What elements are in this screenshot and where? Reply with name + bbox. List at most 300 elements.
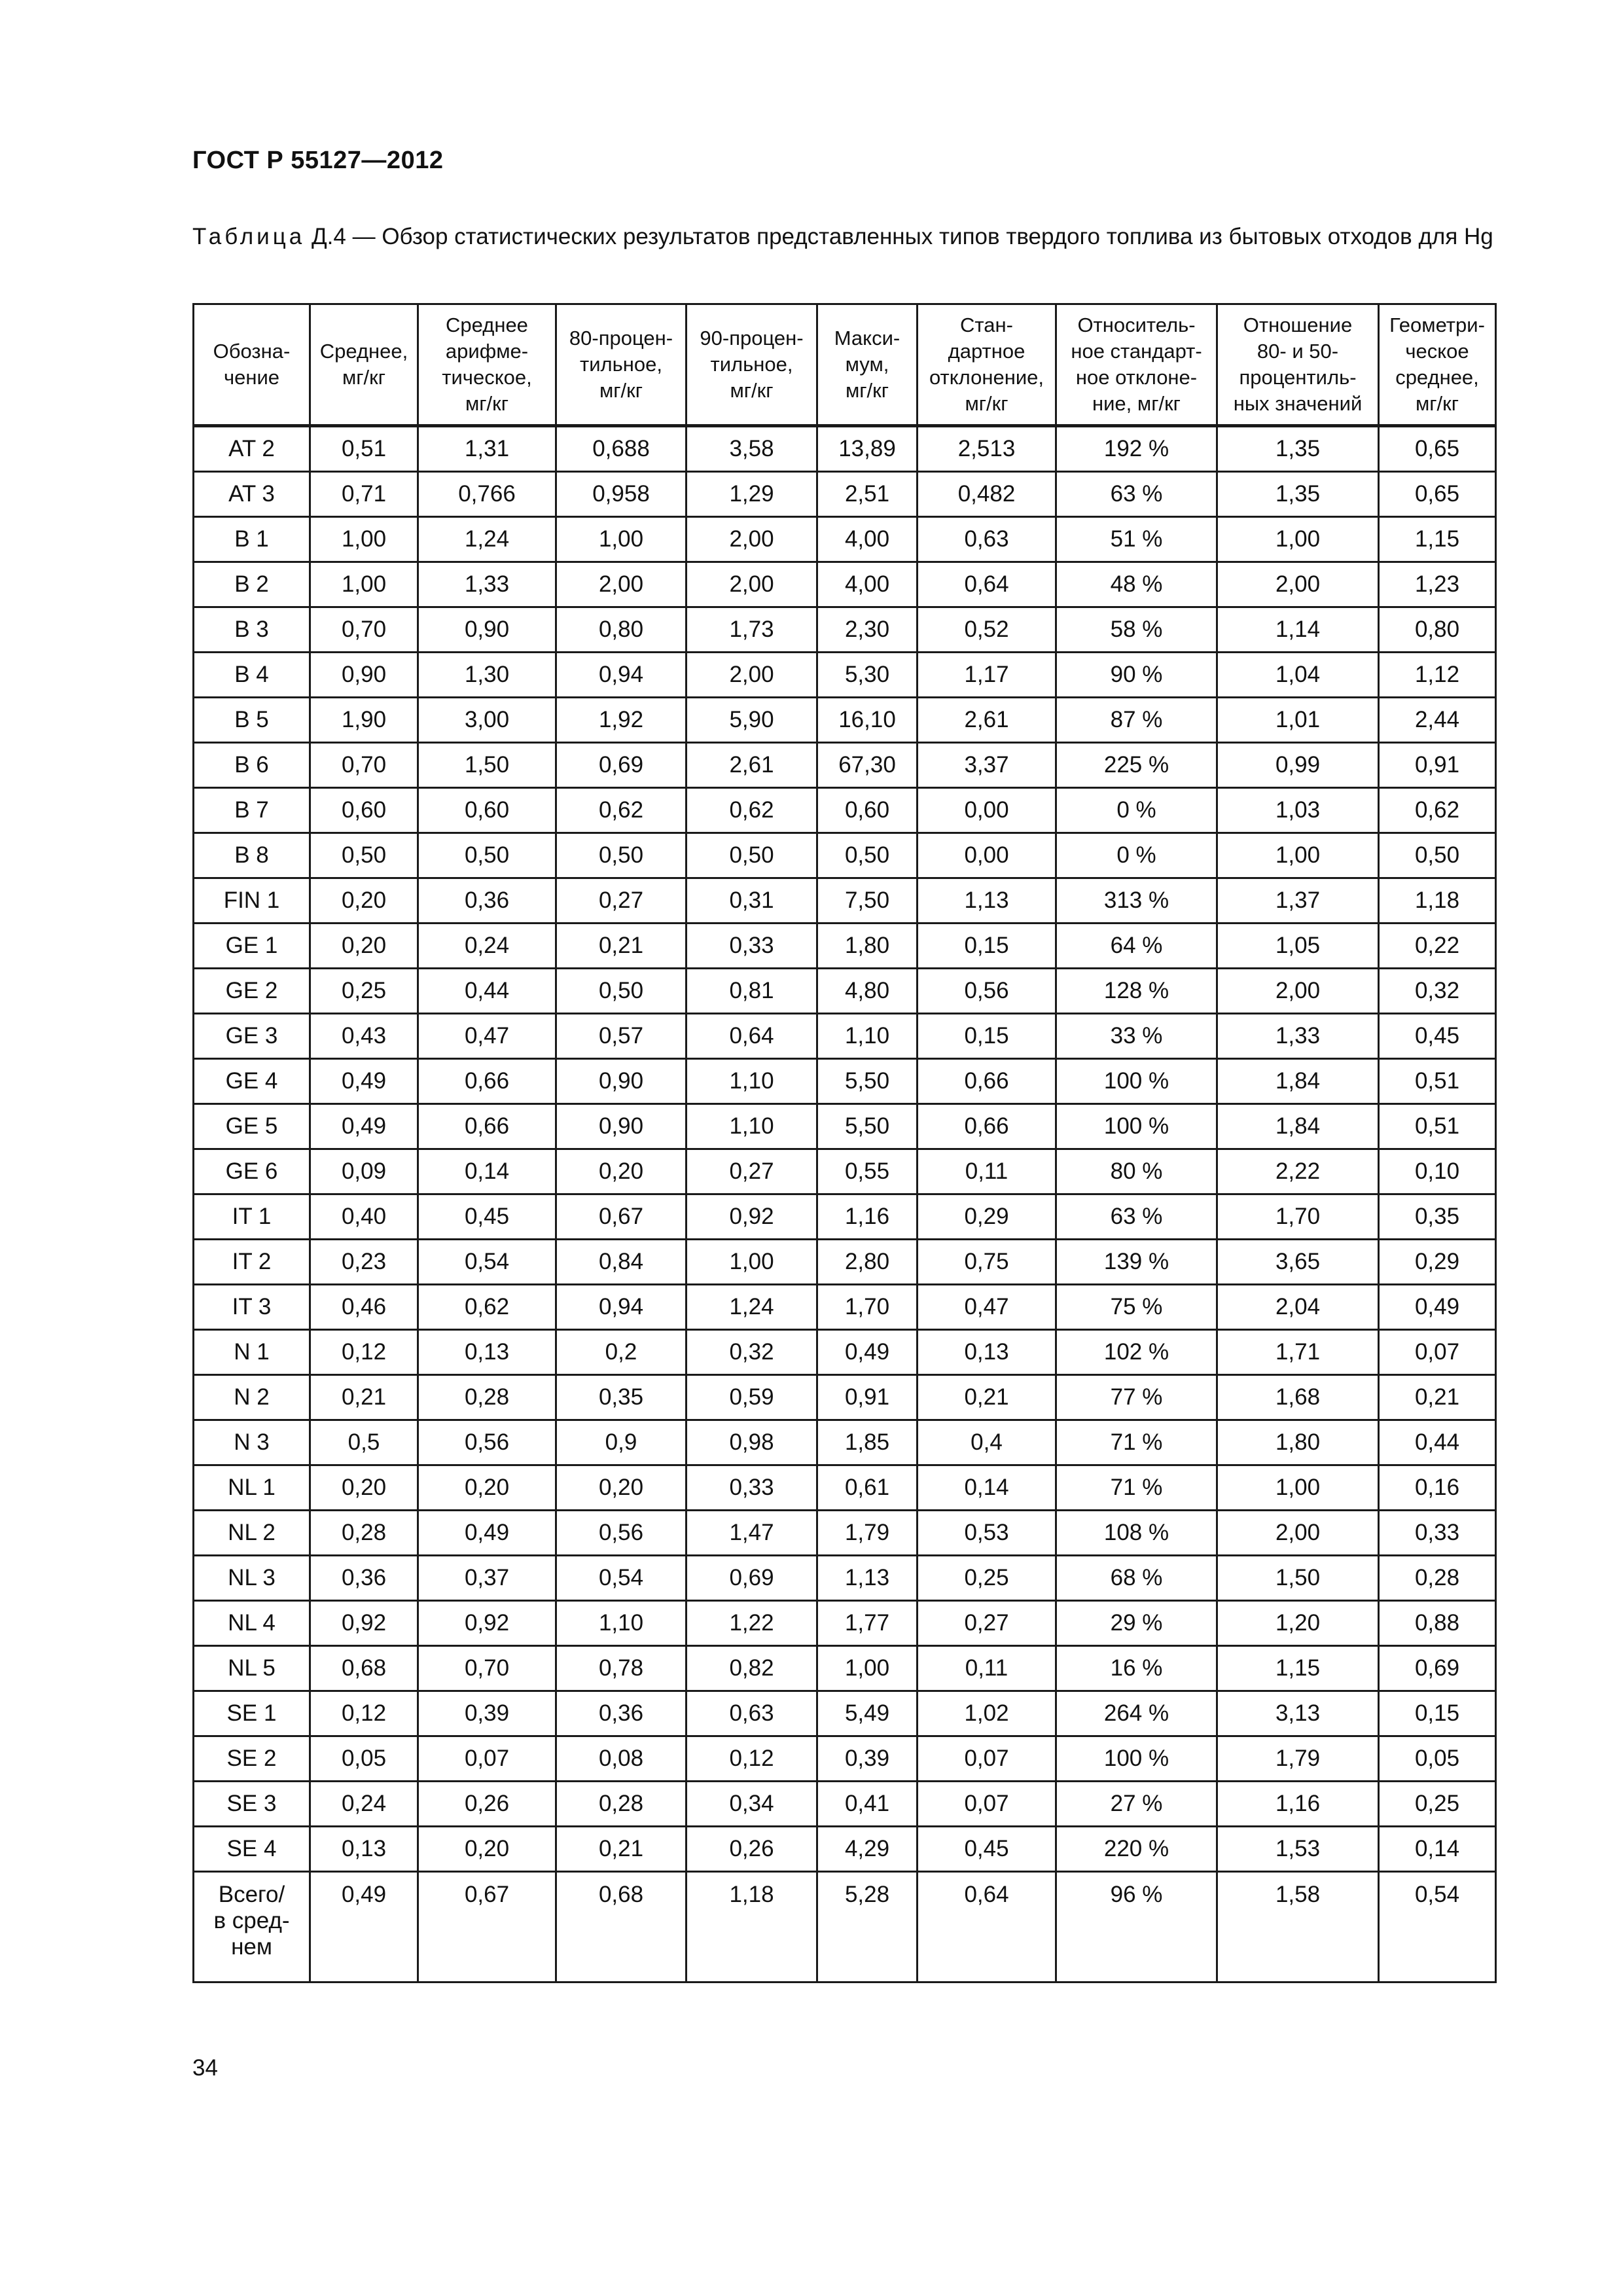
table-cell: 0,14 [418, 1149, 556, 1194]
table-cell: 0,688 [556, 426, 687, 472]
table-cell: 2,00 [1217, 562, 1379, 607]
table-cell: 27 % [1056, 1782, 1217, 1827]
table-cell: 0,05 [1379, 1736, 1496, 1782]
table-cell: 0,32 [687, 1330, 817, 1375]
table-cell: 3,65 [1217, 1240, 1379, 1285]
table-row [194, 1420, 1496, 1465]
table-row [194, 1104, 1496, 1149]
table-cell: 0,47 [918, 1285, 1056, 1330]
table-cell: 0,55 [817, 1149, 918, 1194]
table-cell: 75 % [1056, 1285, 1217, 1330]
table-cell: 68 % [1056, 1556, 1217, 1601]
table-cell: 1,15 [1379, 517, 1496, 562]
table-cell: 0,50 [1379, 833, 1496, 878]
table-cell: 0,57 [556, 1014, 687, 1059]
row-designation: B 4 [194, 653, 310, 698]
table-cell: 0,56 [918, 969, 1056, 1014]
table-cell: 1,29 [687, 472, 817, 517]
table-cell: 0,66 [418, 1059, 556, 1104]
table-cell: 0,21 [1379, 1375, 1496, 1420]
table-cell: 0,49 [1379, 1285, 1496, 1330]
row-designation: N 3 [194, 1420, 310, 1465]
table-cell: 0,25 [310, 969, 418, 1014]
table-cell: 1,10 [556, 1601, 687, 1646]
table-cell: 0,26 [418, 1782, 556, 1827]
table-cell: 1,03 [1217, 788, 1379, 833]
row-designation: NL 3 [194, 1556, 310, 1601]
table-cell: 0,13 [418, 1330, 556, 1375]
table-cell: 0,52 [918, 607, 1056, 653]
row-designation: GE 4 [194, 1059, 310, 1104]
table-cell: 2,61 [918, 698, 1056, 743]
table-cell: 0,25 [1379, 1782, 1496, 1827]
table-cell: 1,15 [1217, 1646, 1379, 1691]
table-cell: 2,44 [1379, 698, 1496, 743]
row-designation: Всего/ в сред- нем [194, 1872, 310, 1982]
table-cell: 1,80 [1217, 1420, 1379, 1465]
table-cell: 29 % [1056, 1601, 1217, 1646]
caption-text: — Обзор статистических результатов представленных типов твердого топлива из бытовых отходов для Hg [346, 224, 1493, 249]
table-cell: 0,31 [687, 878, 817, 924]
row-designation: SE 4 [194, 1827, 310, 1872]
table-cell: 0,90 [556, 1104, 687, 1149]
table-cell: 1,16 [1217, 1782, 1379, 1827]
caption-label: Таблица [192, 224, 306, 249]
table-cell: 0,78 [556, 1646, 687, 1691]
row-designation: NL 2 [194, 1511, 310, 1556]
table-cell: 0,94 [556, 1285, 687, 1330]
table-cell: 2,00 [687, 517, 817, 562]
table-cell: 0,15 [918, 1014, 1056, 1059]
column-header: 90-процен- тильное, мг/кг [687, 304, 817, 426]
table-row [194, 788, 1496, 833]
table-row [194, 1691, 1496, 1736]
table-cell: 0,71 [310, 472, 418, 517]
table-cell: 0,28 [418, 1375, 556, 1420]
table-cell: 0,81 [687, 969, 817, 1014]
table-cell: 1,00 [1217, 833, 1379, 878]
table-cell: 1,00 [556, 517, 687, 562]
table-cell: 0,80 [556, 607, 687, 653]
table-cell: 0,54 [556, 1556, 687, 1601]
table-cell: 3,37 [918, 743, 1056, 788]
table-cell: 58 % [1056, 607, 1217, 653]
table-cell: 0,70 [310, 607, 418, 653]
table-cell: 0,12 [687, 1736, 817, 1782]
row-designation: AT 2 [194, 426, 310, 472]
table-row [194, 562, 1496, 607]
table-cell: 0,92 [310, 1601, 418, 1646]
table-cell: 0,33 [687, 1465, 817, 1511]
table-cell: 33 % [1056, 1014, 1217, 1059]
row-designation: IT 1 [194, 1194, 310, 1240]
table-cell: 0,45 [1379, 1014, 1496, 1059]
table-cell: 16,10 [817, 698, 918, 743]
table-cell: 0,65 [1379, 426, 1496, 472]
table-cell: 1,14 [1217, 607, 1379, 653]
table-cell: 1,71 [1217, 1330, 1379, 1375]
table-cell: 0,07 [918, 1782, 1056, 1827]
table-cell: 0,20 [418, 1465, 556, 1511]
table-cell: 0,44 [1379, 1420, 1496, 1465]
table-cell: 0,94 [556, 653, 687, 698]
table-cell: 0,49 [418, 1511, 556, 1556]
table-cell: 0,20 [310, 1465, 418, 1511]
table-row [194, 743, 1496, 788]
table-cell: 100 % [1056, 1736, 1217, 1782]
table-row [194, 1511, 1496, 1556]
table-cell: 5,90 [687, 698, 817, 743]
table-cell: 0,98 [687, 1420, 817, 1465]
table-cell: 0,27 [687, 1149, 817, 1194]
table-row [194, 1827, 1496, 1872]
table-cell: 0,56 [418, 1420, 556, 1465]
table-cell: 1,79 [817, 1511, 918, 1556]
table-row [194, 1736, 1496, 1782]
table-cell: 0,50 [418, 833, 556, 878]
table-cell: 0,958 [556, 472, 687, 517]
table-cell: 0,56 [556, 1511, 687, 1556]
table-cell: 0,50 [310, 833, 418, 878]
table-cell: 0,69 [1379, 1646, 1496, 1691]
table-row [194, 878, 1496, 924]
table-cell: 0,82 [687, 1646, 817, 1691]
table-cell: 1,50 [1217, 1556, 1379, 1601]
table-cell: 0,20 [556, 1465, 687, 1511]
table-cell: 1,16 [817, 1194, 918, 1240]
table-cell: 2,00 [556, 562, 687, 607]
table-cell: 5,30 [817, 653, 918, 698]
table-cell: 0,66 [418, 1104, 556, 1149]
table-cell: 1,24 [687, 1285, 817, 1330]
table-cell: 1,18 [687, 1872, 817, 1982]
table-cell: 0,75 [918, 1240, 1056, 1285]
table-cell: 0,92 [418, 1601, 556, 1646]
table-cell: 77 % [1056, 1375, 1217, 1420]
table-cell: 1,53 [1217, 1827, 1379, 1872]
table-cell: 0,65 [1379, 472, 1496, 517]
table-cell: 5,50 [817, 1104, 918, 1149]
table-cell: 1,24 [418, 517, 556, 562]
table-cell: 0 % [1056, 833, 1217, 878]
column-header: Стан- дартное отклонение, мг/кг [918, 304, 1056, 426]
table-row [194, 426, 1496, 472]
table-cell: 0,27 [918, 1601, 1056, 1646]
total-row [194, 1872, 1496, 1982]
caption-number: Д.4 [311, 224, 346, 249]
table-cell: 0,26 [687, 1827, 817, 1872]
table-cell: 64 % [1056, 924, 1217, 969]
table-cell: 0,60 [418, 788, 556, 833]
table-cell: 0,64 [918, 1872, 1056, 1982]
table-cell: 96 % [1056, 1872, 1217, 1982]
table-cell: 16 % [1056, 1646, 1217, 1691]
table-cell: 0,90 [310, 653, 418, 698]
row-designation: FIN 1 [194, 878, 310, 924]
table-cell: 1,77 [817, 1601, 918, 1646]
table-cell: 0,50 [556, 969, 687, 1014]
table-cell: 71 % [1056, 1420, 1217, 1465]
table-cell: 2,00 [1217, 1511, 1379, 1556]
table-cell: 0,20 [418, 1827, 556, 1872]
table-cell: 5,49 [817, 1691, 918, 1736]
row-designation: AT 3 [194, 472, 310, 517]
table-cell: 0,50 [687, 833, 817, 878]
row-designation: GE 1 [194, 924, 310, 969]
table-cell: 13,89 [817, 426, 918, 472]
column-header: 80-процен- тильное, мг/кг [556, 304, 687, 426]
table-cell: 1,22 [687, 1601, 817, 1646]
table-cell: 0,10 [1379, 1149, 1496, 1194]
column-header: Обозна- чение [194, 304, 310, 426]
table-row [194, 833, 1496, 878]
table-cell: 1,47 [687, 1511, 817, 1556]
table-cell: 0,07 [918, 1736, 1056, 1782]
table-cell: 0,49 [310, 1104, 418, 1149]
column-header: Относитель- ное стандарт- ное отклоне- ние, мг/кг [1056, 304, 1217, 426]
table-cell: 2,00 [687, 653, 817, 698]
table-cell: 80 % [1056, 1149, 1217, 1194]
table-cell: 2,80 [817, 1240, 918, 1285]
table-cell: 0,69 [687, 1556, 817, 1601]
table-row [194, 1240, 1496, 1285]
table-row [194, 1646, 1496, 1691]
table-row [194, 698, 1496, 743]
table-cell: 1,17 [918, 653, 1056, 698]
table-cell: 0,60 [310, 788, 418, 833]
column-header: Геометри- ческое среднее, мг/кг [1379, 304, 1496, 426]
table-cell: 1,05 [1217, 924, 1379, 969]
table-cell: 0,64 [687, 1014, 817, 1059]
table-cell: 0,29 [918, 1194, 1056, 1240]
row-designation: N 2 [194, 1375, 310, 1420]
row-designation: GE 2 [194, 969, 310, 1014]
statistics-table [192, 303, 1497, 1983]
table-cell: 1,68 [1217, 1375, 1379, 1420]
table-cell: 0,21 [310, 1375, 418, 1420]
table-cell: 0,00 [918, 833, 1056, 878]
row-designation: B 7 [194, 788, 310, 833]
table-cell: 0,24 [418, 924, 556, 969]
table-cell: 1,85 [817, 1420, 918, 1465]
table-row [194, 1330, 1496, 1375]
table-cell: 2,00 [1217, 969, 1379, 1014]
table-cell: 1,58 [1217, 1872, 1379, 1982]
table-cell: 0,91 [1379, 743, 1496, 788]
table-row [194, 1375, 1496, 1420]
table-row [194, 1014, 1496, 1059]
row-designation: NL 4 [194, 1601, 310, 1646]
table-cell: 4,00 [817, 562, 918, 607]
table-cell: 0,33 [687, 924, 817, 969]
table-cell: 0,50 [556, 833, 687, 878]
column-header: Среднее, мг/кг [310, 304, 418, 426]
table-cell: 1,10 [687, 1059, 817, 1104]
table-cell: 1,70 [1217, 1194, 1379, 1240]
table-caption [192, 221, 1495, 253]
table-cell: 0,60 [817, 788, 918, 833]
table-cell: 1,33 [1217, 1014, 1379, 1059]
table-row [194, 1782, 1496, 1827]
table-cell: 102 % [1056, 1330, 1217, 1375]
table-cell: 0,51 [1379, 1059, 1496, 1104]
table-cell: 90 % [1056, 653, 1217, 698]
table-row [194, 1149, 1496, 1194]
table-cell: 0,13 [918, 1330, 1056, 1375]
table-cell: 0,54 [418, 1240, 556, 1285]
table-cell: 2,513 [918, 426, 1056, 472]
table-cell: 0,63 [687, 1691, 817, 1736]
table-cell: 1,10 [687, 1104, 817, 1149]
table-cell: 0 % [1056, 788, 1217, 833]
table-cell: 0,36 [556, 1691, 687, 1736]
table-cell: 192 % [1056, 426, 1217, 472]
table-cell: 0,20 [310, 878, 418, 924]
table-cell: 1,12 [1379, 653, 1496, 698]
table-cell: 0,46 [310, 1285, 418, 1330]
page-number: 34 [192, 2055, 218, 2081]
table-cell: 1,73 [687, 607, 817, 653]
table-cell: 63 % [1056, 1194, 1217, 1240]
table-cell: 0,35 [556, 1375, 687, 1420]
table-cell: 0,14 [1379, 1827, 1496, 1872]
table-cell: 0,68 [556, 1872, 687, 1982]
table-cell: 0,20 [310, 924, 418, 969]
table-cell: 1,00 [687, 1240, 817, 1285]
table-cell: 0,63 [918, 517, 1056, 562]
table-cell: 0,39 [418, 1691, 556, 1736]
row-designation: B 8 [194, 833, 310, 878]
table-cell: 1,30 [418, 653, 556, 698]
table-cell: 1,20 [1217, 1601, 1379, 1646]
table-row [194, 969, 1496, 1014]
table-cell: 1,00 [1217, 517, 1379, 562]
table-cell: 4,29 [817, 1827, 918, 1872]
table-cell: 0,24 [310, 1782, 418, 1827]
table-cell: 1,35 [1217, 472, 1379, 517]
table-cell: 0,9 [556, 1420, 687, 1465]
table-body [194, 426, 1496, 1982]
table-cell: 1,04 [1217, 653, 1379, 698]
table-cell: 264 % [1056, 1691, 1217, 1736]
table-cell: 139 % [1056, 1240, 1217, 1285]
table-cell: 0,64 [918, 562, 1056, 607]
table-cell: 0,11 [918, 1646, 1056, 1691]
table-cell: 225 % [1056, 743, 1217, 788]
table-cell: 0,482 [918, 472, 1056, 517]
table-cell: 1,92 [556, 698, 687, 743]
table-cell: 0,68 [310, 1646, 418, 1691]
table-row [194, 607, 1496, 653]
table-cell: 0,33 [1379, 1511, 1496, 1556]
table-cell: 0,62 [687, 788, 817, 833]
row-designation: GE 3 [194, 1014, 310, 1059]
table-cell: 0,21 [556, 1827, 687, 1872]
table-cell: 0,90 [418, 607, 556, 653]
row-designation: IT 3 [194, 1285, 310, 1330]
table-cell: 0,21 [918, 1375, 1056, 1420]
table-cell: 1,33 [418, 562, 556, 607]
table-cell: 0,62 [418, 1285, 556, 1330]
table-row [194, 924, 1496, 969]
table-cell: 0,39 [817, 1736, 918, 1782]
table-cell: 0,62 [556, 788, 687, 833]
table-cell: 0,70 [418, 1646, 556, 1691]
row-designation: SE 3 [194, 1782, 310, 1827]
table-cell: 0,07 [1379, 1330, 1496, 1375]
row-designation: SE 2 [194, 1736, 310, 1782]
table-cell: 0,16 [1379, 1465, 1496, 1511]
table-row [194, 1601, 1496, 1646]
table-cell: 1,37 [1217, 878, 1379, 924]
table-cell: 2,61 [687, 743, 817, 788]
table-cell: 0,91 [817, 1375, 918, 1420]
table-cell: 0,766 [418, 472, 556, 517]
row-designation: B 2 [194, 562, 310, 607]
table-cell: 63 % [1056, 472, 1217, 517]
table-cell: 5,28 [817, 1872, 918, 1982]
table-cell: 0,88 [1379, 1601, 1496, 1646]
table-cell: 3,13 [1217, 1691, 1379, 1736]
column-header: Отношение 80- и 50- процентиль- ных значений [1217, 304, 1379, 426]
table-cell: 0,11 [918, 1149, 1056, 1194]
table-row [194, 472, 1496, 517]
table-cell: 0,44 [418, 969, 556, 1014]
table-cell: 0,43 [310, 1014, 418, 1059]
table-cell: 0,49 [817, 1330, 918, 1375]
table-cell: 2,30 [817, 607, 918, 653]
table-cell: 1,70 [817, 1285, 918, 1330]
table-cell: 0,36 [418, 878, 556, 924]
table-row [194, 1556, 1496, 1601]
table-cell: 1,13 [817, 1556, 918, 1601]
table-cell: 0,61 [817, 1465, 918, 1511]
table-cell: 100 % [1056, 1059, 1217, 1104]
table-cell: 7,50 [817, 878, 918, 924]
table-cell: 1,00 [310, 517, 418, 562]
table-cell: 0,36 [310, 1556, 418, 1601]
table-cell: 87 % [1056, 698, 1217, 743]
table-row [194, 517, 1496, 562]
table-cell: 2,22 [1217, 1149, 1379, 1194]
row-designation: NL 1 [194, 1465, 310, 1511]
table-cell: 1,18 [1379, 878, 1496, 924]
table-cell: 5,50 [817, 1059, 918, 1104]
table-cell: 0,47 [418, 1014, 556, 1059]
table-cell: 0,08 [556, 1736, 687, 1782]
table-cell: 0,92 [687, 1194, 817, 1240]
table-cell: 313 % [1056, 878, 1217, 924]
table-cell: 0,37 [418, 1556, 556, 1601]
table-row [194, 1194, 1496, 1240]
table-cell: 4,00 [817, 517, 918, 562]
table-cell: 0,66 [918, 1059, 1056, 1104]
table-cell: 1,90 [310, 698, 418, 743]
table-cell: 0,25 [918, 1556, 1056, 1601]
table-cell: 0,29 [1379, 1240, 1496, 1285]
table-cell: 0,14 [918, 1465, 1056, 1511]
table-cell: 1,84 [1217, 1059, 1379, 1104]
table-cell: 0,23 [310, 1240, 418, 1285]
table-cell: 0,05 [310, 1736, 418, 1782]
table-cell: 0,07 [418, 1736, 556, 1782]
table-cell: 1,84 [1217, 1104, 1379, 1149]
table-cell: 48 % [1056, 562, 1217, 607]
table-row [194, 1285, 1496, 1330]
table-cell: 2,51 [817, 472, 918, 517]
table-cell: 0,67 [418, 1872, 556, 1982]
table-cell: 0,45 [418, 1194, 556, 1240]
